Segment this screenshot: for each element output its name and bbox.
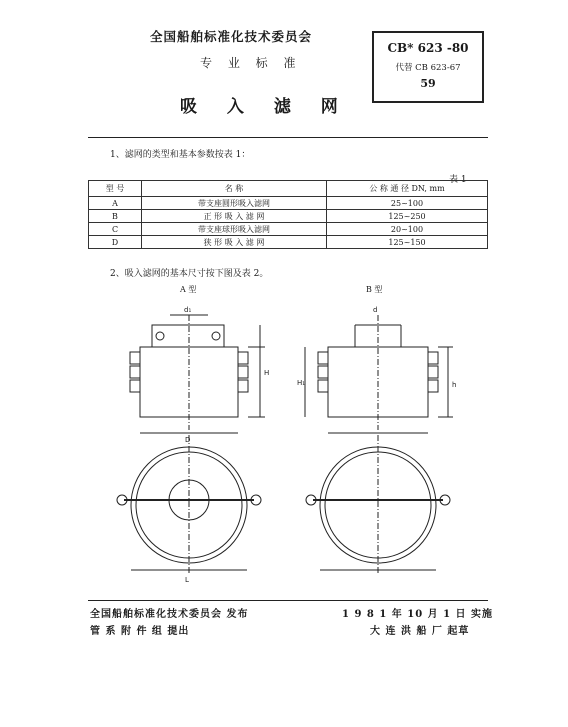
effective-date: 1 9 8 1 年 10 月 1 日 实施	[342, 609, 494, 620]
category-heading: 专 业 标 准	[200, 56, 302, 70]
committee-heading: 全国船舶标准化技术委员会	[150, 29, 313, 44]
row-name: 狭 形 吸 入 滤 网	[142, 236, 327, 249]
table-row	[89, 210, 488, 223]
col-header-type: 型 号	[89, 181, 142, 197]
standard-replaces: 代替 CB 623-67	[395, 63, 461, 73]
dim-label: d₁	[184, 306, 192, 314]
row-name: 带支座圆形吸入滤网	[142, 197, 327, 210]
bolt-hole	[212, 332, 220, 340]
dim-label: H₁	[297, 379, 306, 387]
figure-b-label: B 型	[366, 285, 383, 294]
table-caption: 表 1	[449, 175, 467, 185]
row-dn: 20~100	[327, 223, 488, 236]
section-1-text: 1、滤网的类型和基本参数按表 1：	[110, 150, 251, 160]
document-title: 吸 入 滤 网	[180, 97, 350, 117]
parameter-table	[88, 180, 488, 249]
col-header-dn: 公 称 通 径 DN, mm	[327, 181, 488, 197]
row-type: B	[89, 210, 142, 223]
proposed-by: 管 系 附 件 组 提出	[90, 626, 190, 637]
drawing-type-b	[295, 295, 475, 585]
col-header-name: 名 称	[142, 181, 327, 197]
row-name: 正 形 吸 入 滤 网	[142, 210, 327, 223]
header-rule	[88, 137, 488, 138]
row-dn: 125~150	[327, 236, 488, 249]
row-type: C	[89, 223, 142, 236]
dim-label: L	[185, 576, 189, 584]
dim-label: d	[373, 306, 378, 314]
standard-number-box	[372, 31, 484, 103]
row-name: 带支座球形吸入滤网	[142, 223, 327, 236]
table-row	[89, 223, 488, 236]
table-row	[89, 236, 488, 249]
row-type: A	[89, 197, 142, 210]
standard-code: CB* 623 -80	[387, 41, 469, 55]
top-bracket	[152, 325, 224, 347]
standard-page-number: 59	[420, 77, 436, 90]
drafted-by: 大 连 洪 船 厂 起草	[370, 626, 470, 637]
bolt-hole	[156, 332, 164, 340]
row-type: D	[89, 236, 142, 249]
footer-rule	[88, 600, 488, 601]
dim-label: h	[452, 381, 457, 389]
issued-by: 全国船舶标准化技术委员会 发布	[90, 609, 249, 620]
row-dn: 125~250	[327, 210, 488, 223]
drawing-type-a	[100, 295, 280, 585]
figure-a-label: A 型	[180, 285, 197, 294]
section-2-text: 2、吸入滤网的基本尺寸按下图及表 2。	[110, 269, 269, 279]
dim-label: H	[264, 369, 270, 377]
dim-label: D	[185, 436, 191, 444]
row-dn: 25~100	[327, 197, 488, 210]
table-row	[89, 197, 488, 210]
